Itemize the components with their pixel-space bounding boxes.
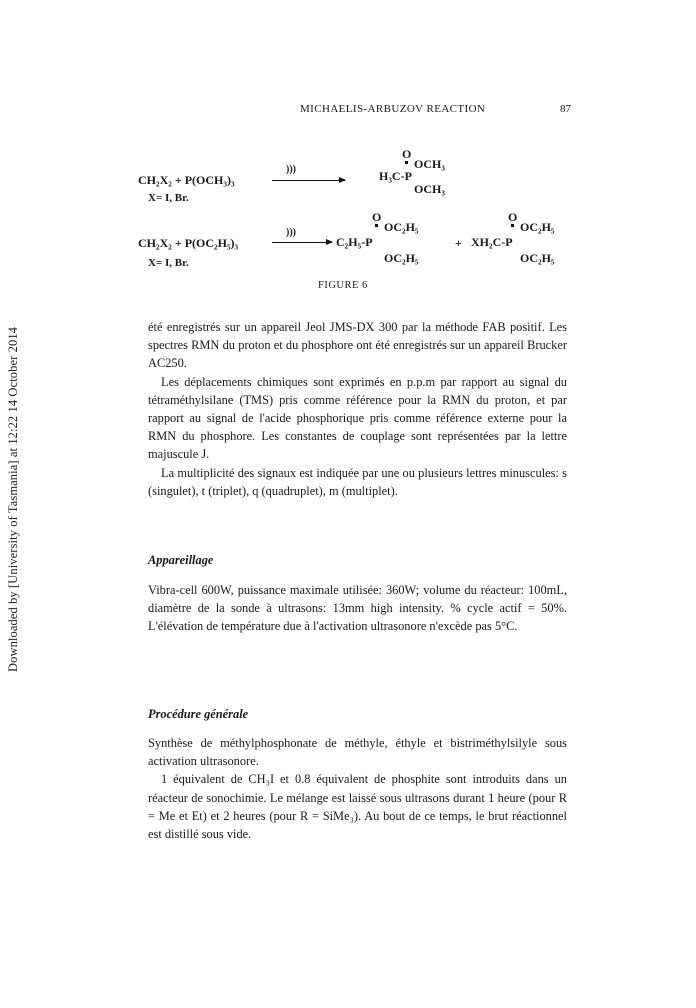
reaction2-product1-upper: OC₂H₅ — [384, 220, 419, 234]
body-section-nmr — [148, 318, 567, 500]
section-heading-appareillage: Appareillage — [148, 553, 214, 567]
double-bond-mark — [405, 161, 408, 164]
ultrasound-symbol-1: ))) — [286, 164, 296, 175]
body-section-procedure — [148, 734, 567, 843]
running-title: MICHAELIS-ARBUZOV REACTION — [300, 103, 486, 115]
reaction1-product-lower: OCH₃ — [414, 182, 445, 196]
reaction1-product-upper: OCH₃ — [414, 157, 445, 171]
reaction2-condition: X= I, Br. — [148, 257, 189, 269]
reaction2-product2-upper: OC₂H₅ — [520, 220, 555, 234]
reaction1-reactant: CH₂X₂ + P(OCH₃)₃ — [138, 173, 235, 187]
reaction2-product2-lower: OC₂H₅ — [520, 251, 555, 265]
page-number: 87 — [560, 103, 571, 115]
download-watermark-text: Downloaded by [University of Tasmania] at 12:22 14 October 2014 — [6, 326, 21, 672]
paragraph: Les déplacements chimiques sont exprimés en p.p.m par rapport au signal du tétraméthylsilane (TMS) pris comme référence pour la RMN du proton, et par rapport au signal de l'acide phosphorique pris comme référence externe pour la RMN du phosphore. Les constantes de couplage sont représentées par la lettre majuscule J. — [148, 374, 567, 462]
section-heading-procedure: Procédure générale — [148, 707, 249, 721]
reaction2-product2-oxygen: O — [508, 210, 518, 224]
paragraph: 1 équivalent de CH₃I et 0.8 équivalent de phosphite sont introduits dans un réacteur de sonochimie. Le mélange est laissé sous ultrasons durant 1 heure (pour R = Me et Et) et 2 heures (pour R = SiMe₃). Au bout de ce temps, le brut réactionnel est distillé sous vide. — [148, 772, 567, 842]
reaction2-plus: + — [455, 236, 462, 250]
figure-caption: FIGURE 6 — [318, 280, 368, 291]
reaction2-product1-oxygen: O — [372, 210, 382, 224]
body-section-appareillage — [148, 581, 567, 636]
paragraph: été enregistrés sur un appareil Jeol JMS-DX 300 par la méthode FAB positif. Les spectres RMN du proton et du phosphore ont été enregistrés sur un appareil Brucker AC250. — [148, 320, 567, 371]
reaction2-product2-core: XH₂C-P — [471, 235, 513, 249]
reaction1-product-oxygen: O — [402, 147, 412, 161]
reaction2-product1-core: C₂H₅-P — [336, 235, 373, 249]
double-bond-mark — [511, 224, 514, 227]
reaction2-arrow — [272, 242, 332, 243]
reaction1-arrow — [272, 180, 345, 181]
reaction1-condition: X= I, Br. — [148, 192, 189, 204]
paragraph: La multiplicité des signaux est indiquée par une ou plusieurs lettres minuscules: s (singulet), t (triplet), q (quadruplet), m (multiplet). — [148, 465, 567, 498]
download-watermark — [6, 318, 22, 680]
double-bond-mark — [375, 224, 378, 227]
paragraph: Synthèse de méthylphosphonate de méthyle, éthyle et bistriméthylsilyle sous activation ultrasonore. — [148, 736, 567, 769]
reaction2-product1-lower: OC₂H₅ — [384, 251, 419, 265]
reaction2-reactant: CH₂X₂ + P(OC₂H₅)₃ — [138, 236, 239, 250]
reaction1-product-core: H₃C-P — [379, 169, 412, 183]
ultrasound-symbol-2: ))) — [286, 227, 296, 238]
paragraph: Vibra-cell 600W, puissance maximale utilisée: 360W; volume du réacteur: 100mL, diamètre de la sonde à ultrasons: 13mm high intensity. % cycle actif = 50%. L'élévation de température due à l'activation ultrasonore n'excède pas 5°C. — [148, 583, 567, 634]
